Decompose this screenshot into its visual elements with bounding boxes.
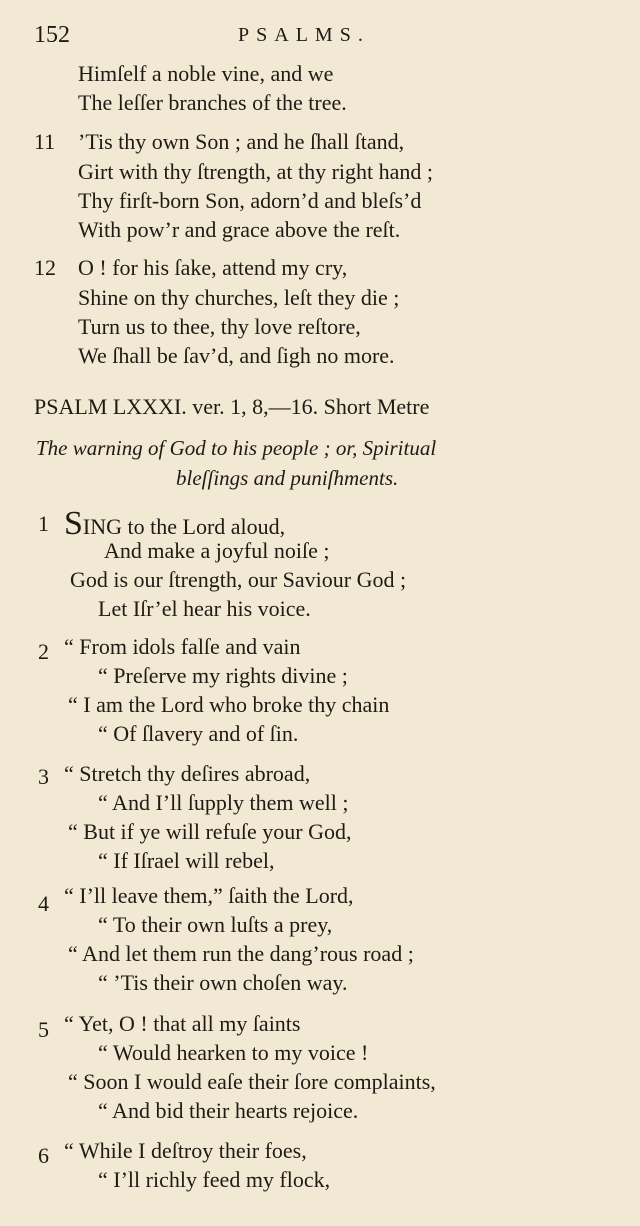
psalm-subtitle: The warning of God to his people ; or, Spiritual [36,436,437,460]
verse-line: “ Yet, O ! that all my ſaints [64,1011,301,1036]
verse-number: 5 [38,1017,49,1042]
verse-line: Let Iſr’el hear his voice. [98,596,311,621]
page-number: 152 [34,22,70,48]
verse-line: God is our ſtrength, our Saviour God ; [70,567,407,592]
verse-number: 3 [38,764,49,789]
psalm-subtitle: bleſſings and puniſhments. [176,466,399,490]
verse-line: And make a joyful noiſe ; [104,538,330,563]
verse-line: Shine on thy churches, leſt they die ; [78,285,400,310]
verse-line: “ Stretch thy deſires abroad, [64,761,311,786]
verse-line: The leſſer branches of the tree. [78,90,347,115]
verse-line: O ! for his ſake, attend my cry, [78,255,348,280]
verse-line: “ Would hearken to my voice ! [98,1040,369,1065]
verse-line: Thy firſt-born Son, adorn’d and bleſs’d [78,188,422,213]
verse-line: “ But if ye will refuſe your God, [68,819,352,844]
verse-line: “ ’Tis their own choſen way. [98,970,348,995]
psalm-heading: PSALM LXXXI. ver. 1, 8,—16. Short Metre [34,394,430,419]
running-head: PSALMS. [238,24,370,46]
verse-number: 4 [38,891,49,916]
verse-line: Himſelf a noble vine, and we [78,61,334,86]
verse-line: “ Of ſlavery and of ſin. [98,721,299,746]
verse-line: SING to the Lord aloud, [64,505,286,542]
verse-number: 12 [34,255,56,280]
verse-line: “ I am the Lord who broke thy chain [68,692,390,717]
verse-line: ’Tis thy own Son ; and he ſhall ſtand, [78,129,405,154]
verse-line: “ Preſerve my rights divine ; [98,663,348,688]
verse-line: “ While I deſtroy their foes, [64,1138,307,1163]
verse-number: 11 [34,129,56,154]
drop-cap: S [64,505,83,542]
verse-line: “ To their own luſts a prey, [98,912,333,937]
verse-number: 2 [38,639,49,664]
verse-line: “ And I’ll ſupply them well ; [98,790,349,815]
verse-line: Turn us to thee, thy love reſtore, [78,314,361,339]
verse-line: “ Soon I would eaſe their ſore complaints, [68,1069,436,1094]
verse-line: With pow’r and grace above the reſt. [78,217,401,242]
verse-line: “ And bid their hearts rejoice. [98,1098,359,1123]
verse-number: 1 [38,511,49,536]
verse-line: “ I’ll leave them,” ſaith the Lord, [64,883,354,908]
verse-line: “ And let them run the dang’rous road ; [68,941,414,966]
verse-number: 6 [38,1143,49,1168]
verse-line: Girt with thy ſtrength, at thy right hand ; [78,159,434,184]
verse-line: “ From idols falſe and vain [64,634,301,659]
verse-line: “ If Iſrael will rebel, [98,848,275,873]
verse-line: “ I’ll richly feed my flock, [98,1167,331,1192]
verse-line: We ſhall be ſav’d, and ſigh no more. [78,343,395,368]
